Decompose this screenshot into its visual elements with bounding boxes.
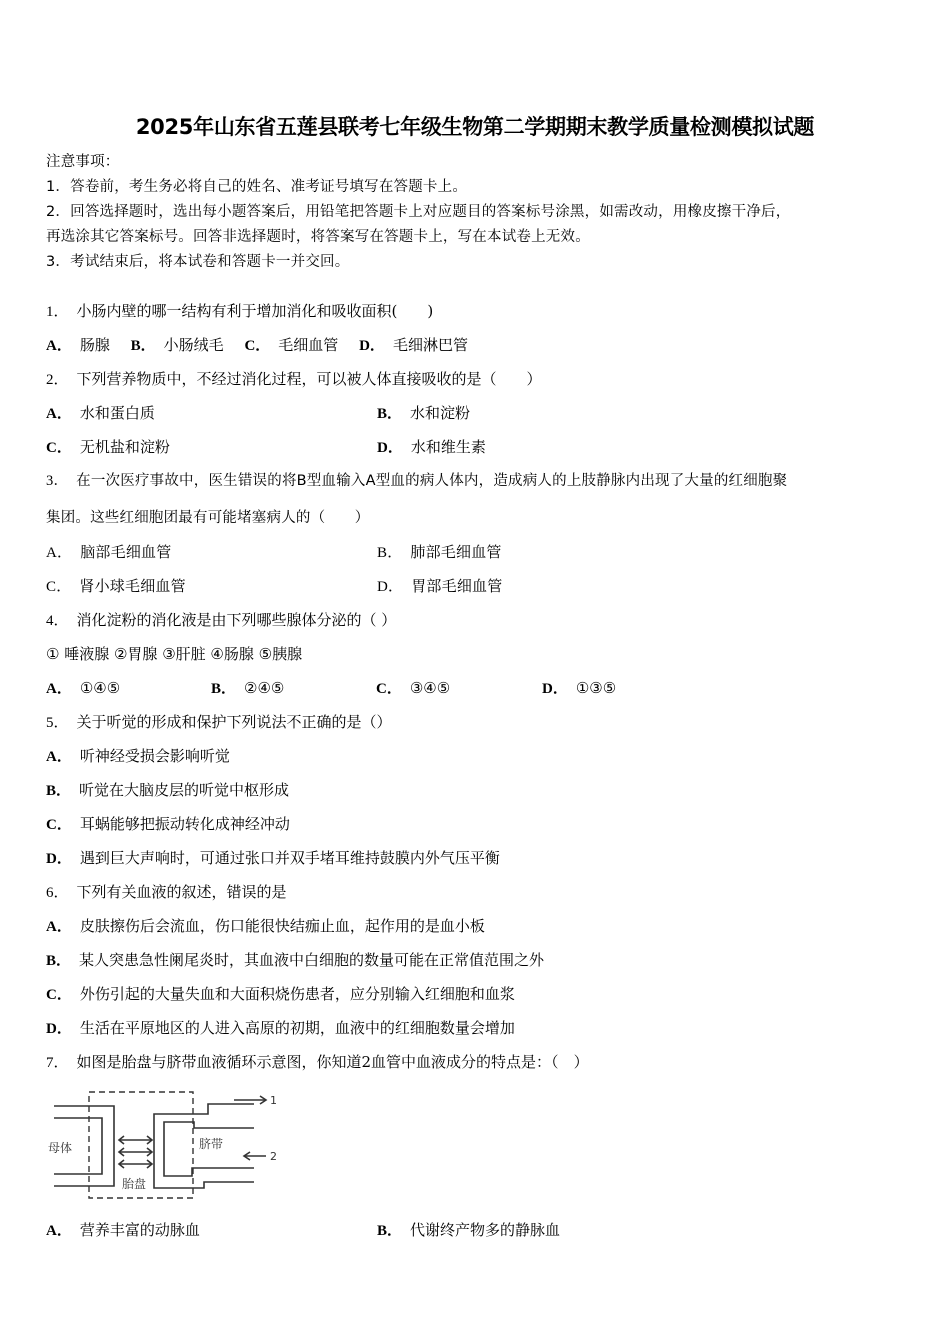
label-mother: 母体 (48, 1141, 73, 1155)
label-vessel-2: 2 (270, 1150, 277, 1163)
notice-heading: 注意事项： (46, 154, 120, 170)
question-number: 1． (46, 304, 69, 320)
placenta-umbilical-diagram (44, 1090, 300, 1202)
option-label: B． (46, 953, 72, 969)
option-d[interactable] (377, 576, 502, 597)
question-number: 2． (46, 372, 69, 388)
question-text: 在一次医疗事故中，医生错误的将B型血输入A型血的病人体内，造成病人的上肢静脉内出现了大量的红细胞聚 (76, 473, 788, 489)
option-label: B． (377, 545, 403, 561)
option-d[interactable] (542, 678, 616, 699)
question-number: 3． (46, 473, 69, 489)
question-number: 5． (46, 715, 69, 731)
option-a[interactable] (46, 746, 230, 767)
option-c[interactable] (244, 336, 338, 354)
option-text: 水和维生素 (410, 438, 486, 456)
option-c[interactable] (46, 984, 515, 1005)
option-text: ①④⑤ (79, 679, 121, 697)
option-a[interactable] (46, 916, 485, 937)
option-text: 肠腺 (79, 336, 110, 354)
option-label: B． (377, 1223, 403, 1239)
question-number: 6． (46, 885, 69, 901)
option-text: 某人突患急性阑尾炎时，其血液中白细胞的数量可能在正常值范围之外 (79, 951, 545, 969)
question-5 (46, 712, 392, 733)
question-7 (46, 1052, 589, 1073)
option-text: 生活在平原地区的人进入高原的初期，血液中的红细胞数量会增加 (79, 1019, 515, 1037)
option-text: 肺部毛细血管 (410, 543, 502, 561)
question-2 (46, 369, 542, 390)
option-label: A． (46, 545, 73, 561)
option-b[interactable] (131, 336, 224, 354)
option-d[interactable] (46, 848, 500, 869)
option-a[interactable] (46, 678, 120, 699)
question-1-options (46, 335, 484, 356)
option-label: D． (377, 579, 404, 595)
option-a[interactable] (46, 403, 155, 424)
option-text: ①③⑤ (575, 679, 617, 697)
option-label: D． (46, 851, 72, 867)
option-a[interactable] (46, 542, 171, 563)
option-c[interactable] (46, 814, 290, 835)
option-text: 遇到巨大声响时，可通过张口并双手堵耳维持鼓膜内外气压平衡 (79, 849, 500, 867)
option-label: A． (46, 406, 72, 422)
option-text: 水和蛋白质 (79, 404, 155, 422)
option-text: 外伤引起的大量失血和大面积烧伤患者，应分别输入红细胞和血浆 (79, 985, 515, 1003)
option-text: 毛细淋巴管 (392, 336, 468, 354)
option-label: A． (46, 681, 72, 697)
question-text: 下列营养物质中，不经过消化过程，可以被人体直接吸收的是（ ） (76, 370, 542, 388)
option-label: C． (376, 681, 402, 697)
option-text: 听觉在大脑皮层的听觉中枢形成 (79, 781, 290, 799)
option-text: ③④⑤ (409, 679, 451, 697)
notice-item: 1．答卷前，考生务必将自己的姓名、准考证号填写在答题卡上。 (46, 179, 468, 195)
option-d[interactable] (359, 336, 468, 354)
option-label: B． (211, 681, 237, 697)
option-label: C． (46, 579, 72, 595)
page-title: 2025年山东省五莲县联考七年级生物第二学期期末教学质量检测模拟试题 (135, 115, 815, 139)
circulation-diagram-svg (44, 1090, 300, 1202)
option-label: A． (46, 919, 72, 935)
option-label: D． (377, 440, 403, 456)
option-label: A． (46, 338, 72, 354)
question-6 (46, 882, 287, 903)
notice-item: 再选涂其它答案标号。回答非选择题时，将答案写在答题卡上，写在本试卷上无效。 (46, 229, 590, 245)
option-c[interactable] (376, 678, 450, 699)
option-b[interactable] (46, 780, 289, 801)
option-label: C． (46, 817, 72, 833)
label-vessel-1: 1 (270, 1094, 277, 1107)
option-text: 听神经受损会影响听觉 (79, 747, 230, 765)
question-text: 关于听觉的形成和保护下列说法不正确的是（） (76, 713, 392, 731)
option-a[interactable] (46, 336, 110, 354)
option-d[interactable] (377, 437, 486, 458)
option-b[interactable] (377, 403, 470, 424)
question-3-continued: 集团。这些红细胞团最有可能堵塞病人的（ ） (46, 510, 370, 526)
notice-item: 2．回答选择题时，选出每小题答案后，用铅笔把答题卡上对应题目的答案标号涂黑，如需改动，用橡皮擦干净后， (46, 204, 791, 220)
option-label: A． (46, 1223, 72, 1239)
option-text: 皮肤擦伤后会流血，伤口能很快结痂止血，起作用的是血小板 (79, 917, 485, 935)
question-number: 4． (46, 613, 69, 629)
option-label: B． (130, 338, 156, 354)
option-text: 水和淀粉 (410, 404, 471, 422)
option-text: 胃部毛细血管 (411, 577, 503, 595)
question-text: 下列有关血液的叙述，错误的是 (76, 883, 287, 901)
option-text: ②④⑤ (244, 679, 285, 697)
label-umbilical: 脐带 (199, 1137, 224, 1151)
question-4-items: ① 唾液腺 ②胃腺 ③肝脏 ④肠腺 ⑤胰腺 (46, 645, 303, 663)
option-d[interactable] (46, 1018, 515, 1039)
option-label: B． (377, 406, 403, 422)
question-4 (46, 610, 396, 631)
option-b[interactable] (377, 1220, 560, 1241)
notice-item: 3．考试结束后，将本试卷和答题卡一并交回。 (46, 254, 350, 270)
option-text: 脑部毛细血管 (80, 543, 172, 561)
option-text: 肾小球毛细血管 (79, 577, 186, 595)
question-text: 如图是胎盘与脐带血液循环示意图，你知道2血管中血液成分的特点是：（ ） (76, 1053, 589, 1071)
option-text: 代谢终产物多的静脉血 (410, 1221, 561, 1239)
question-text: 小肠内壁的哪一结构有利于增加消化和吸收面积( ) (76, 302, 434, 320)
option-label: C． (46, 440, 72, 456)
option-c[interactable] (46, 576, 186, 597)
option-label: D． (542, 681, 568, 697)
option-b[interactable] (211, 678, 284, 699)
option-label: A． (46, 749, 72, 765)
option-text: 耳蜗能够把振动转化成神经冲动 (79, 815, 290, 833)
option-b[interactable] (377, 542, 502, 563)
question-text: 消化淀粉的消化液是由下列哪些腺体分泌的（ ） (76, 611, 397, 629)
option-b[interactable] (46, 950, 544, 971)
option-c[interactable] (46, 437, 170, 458)
option-text: 无机盐和淀粉 (79, 438, 170, 456)
label-placenta: 胎盘 (122, 1177, 147, 1191)
option-label: C． (46, 987, 72, 1003)
option-label: D． (359, 338, 385, 354)
option-a[interactable] (46, 1220, 200, 1241)
option-label: C． (244, 338, 271, 354)
option-text: 毛细血管 (278, 336, 339, 354)
option-text: 小肠绒毛 (163, 336, 224, 354)
option-text: 营养丰富的动脉血 (79, 1221, 200, 1239)
option-label: D． (46, 1021, 72, 1037)
question-1 (46, 301, 433, 322)
option-label: B． (46, 783, 72, 799)
question-3 (46, 471, 787, 491)
question-number: 7． (46, 1055, 69, 1071)
